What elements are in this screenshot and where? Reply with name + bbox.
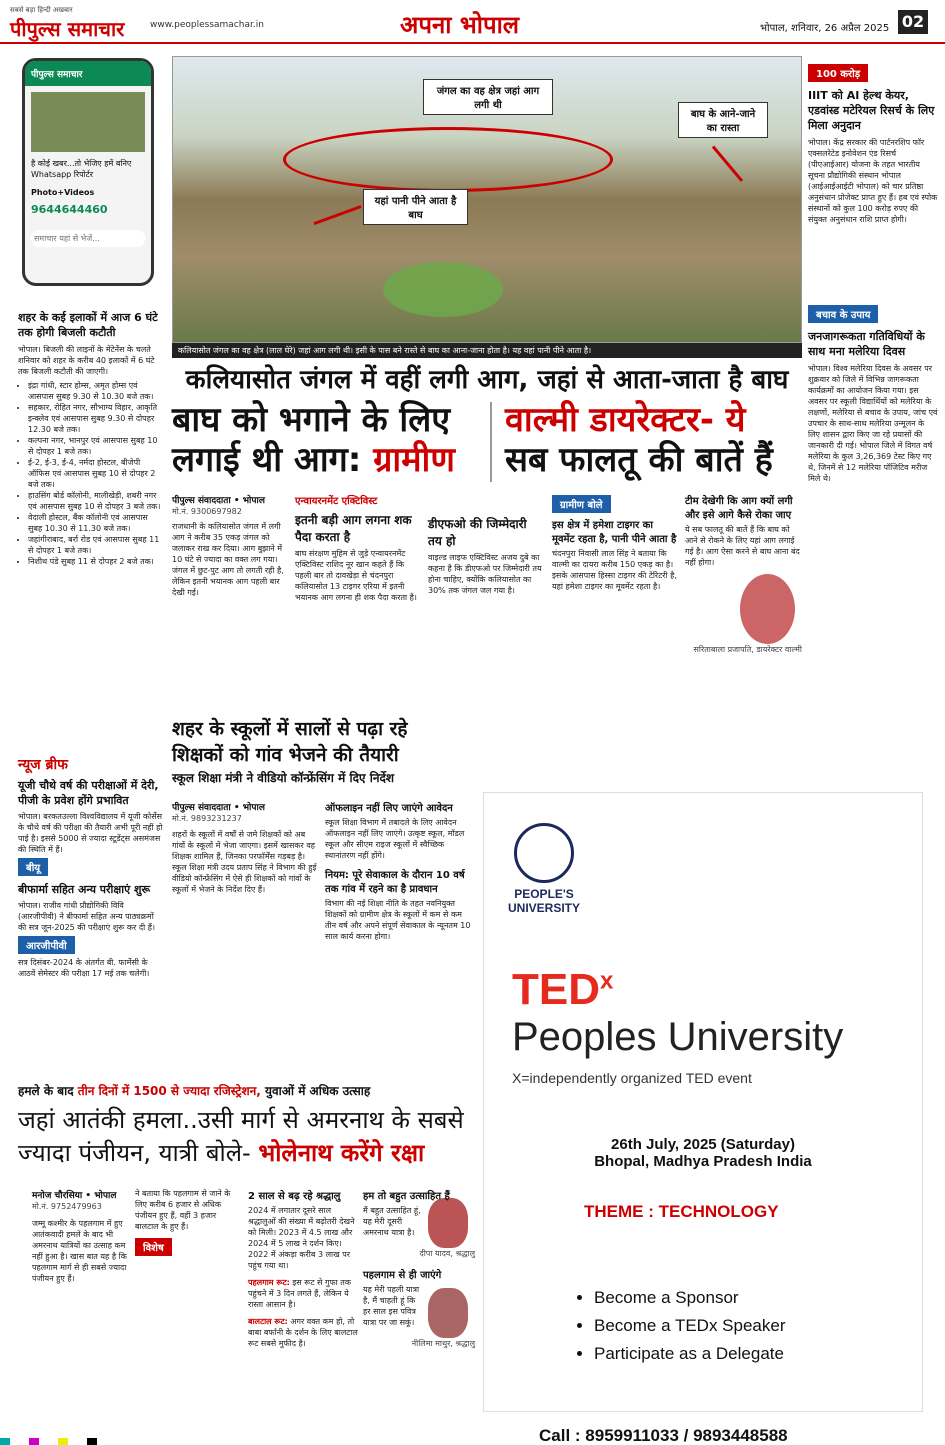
kicker-c: युवाओं में अधिक उत्साह (265, 1084, 371, 1098)
power-lead: भोपाल। बिजली की लाइनों के मेंटेनेंस के चलते शनिवार को शहर के करीब 40 इलाकों में 6 घंटे तक बिजली कटौती की जाएगी। (18, 345, 155, 376)
headline-2-red: भोलेनाथ करेंगे रक्षा (258, 1139, 425, 1167)
list-item: • इंद्रा गांधी, स्टार होम्स, अमृत होम्स एवं आसपास सुबह 9.30 से 10.30 बजे तक। (28, 380, 163, 402)
schools-body-1: शहरों के स्कूलों में वर्षों से जमे शिक्षकों को अब गांवों के स्कूलों में भेजा जाएगा। इसमें खासकर वह शिक्षक शामिल हैं, जिनका परफॉर्मेंस गड़बड़ है। स्कूल शिक्षा मंत्री उदय प्रताप सिंह ने विभाग की हुई वीडियो कॉन्फ्रेंसिंग में ऐसे ही शिक्षकों को गांवों के स्कूलों में भेजने के निर्देश दिए हैं। (172, 830, 317, 894)
emblem-icon (514, 823, 574, 883)
brief-tag-1: बीयू (18, 858, 48, 876)
tedx-logo (512, 965, 922, 1015)
col2-headline: इतनी बड़ी आग लगना शक पैदा करता है (295, 513, 412, 544)
quote-2-text: यह मेरी पहली यात्रा है, मैं चाहती हूं कि हर साल इस पवित्र यात्रा पर जा सकूं। (363, 1285, 420, 1327)
masthead (0, 0, 945, 44)
amarnath-col-2 (135, 1188, 240, 1256)
site-url[interactable]: www.peoplessamachar.in (150, 20, 264, 30)
lead-col-1 (172, 493, 287, 598)
brief-label: न्यूज ब्रीफ (18, 757, 68, 773)
amarnath-headline-2 (18, 1136, 478, 1169)
promo-photo (31, 92, 145, 152)
left-line-red: ग्रामीण (373, 440, 455, 480)
left-line-2: लगाई थी आग: (172, 440, 362, 480)
news-brief (18, 755, 163, 979)
schools-subhead: स्कूल शिक्षा मंत्री ने वीडियो कॉन्फ्रेंसिंग में दिए निर्देश (172, 771, 395, 785)
schools-body-2: स्कूल शिक्षा विभाग में तबादले के लिए आवेदन ऑफलाइन नहीं लिए जाएंगे। उत्कृष्ट स्कूल, मॉडल स्कूल और सीएम राइज स्कूलों में स्वैच्छिक स्थानांतरण नहीं होंगे। (325, 818, 465, 860)
lead-col-4 (552, 493, 677, 592)
event-place: Bhopal, Madhya Pradesh India (594, 1153, 812, 1170)
brand-tagline: सबसे बड़ा हिन्दी अखबार (10, 6, 73, 14)
page-number: 02 (898, 10, 928, 34)
quote-1-text: मैं बहुत उत्साहित हूं, यह मेरी दूसरी अमरनाथ यात्रा है। (363, 1206, 421, 1237)
promo-chat-input: समाचार यहां से भेजें... (31, 230, 145, 247)
grant-tag: 100 करोड़ (808, 64, 868, 82)
brief-text-1: भोपाल। बरकतउल्ला विश्वविद्यालय में यूजी कोर्सेस के चौथे वर्ष की परीक्षा की तैयारी अभी पूरी नहीं हो पाई है। इससे 5000 से ज्यादा स्टूडेंट्स असमंजस की स्थिति में हैं। (18, 812, 163, 854)
reporter-mobile: मो.नं. 9893231237 (172, 814, 242, 823)
event-theme: THEME : TECHNOLOGY (584, 1202, 779, 1221)
grant-headline: IIIT को AI हेल्थ केयर, एडवांस्ड मटेरियल रिसर्च के लिए मिला अनुदान (808, 89, 935, 132)
headline-divider (490, 402, 492, 482)
event-date: 26th July, 2025 (Saturday) (611, 1136, 795, 1153)
promo-text: है कोई खबर...तो भेजिए हमें बनिए Whatsapp रिपोर्टर (31, 159, 132, 179)
reporter: पीपुल्स संवाददाता • भोपाल (172, 496, 265, 506)
col4-body: चंदनपुरा निवासी लाल सिंह ने बताया कि वाल्मी का दायरा करीब 150 एकड़ का है। इसके आसपास हिस्सा टाइगर की टेरिटरी है, यहां हमेशा टाइगर का मूवमेंट रहता है। (552, 549, 677, 591)
route-1-label: पहलगाम रूट: (248, 1278, 290, 1287)
right-line-2: सब फालतू की बातें हैं (505, 440, 773, 480)
amarnath-kicker (18, 1082, 478, 1099)
schools-headline-1: शहर के स्कूलों में सालों से पढ़ा रहे (172, 718, 408, 740)
cta-list (594, 1284, 922, 1368)
director-name: सरिताबाला प्रजापति, डायरेक्टर वाल्मी (693, 645, 802, 654)
schools-story (172, 715, 472, 786)
x-text: x (600, 967, 614, 995)
schools-col-2 (325, 800, 475, 942)
devotee-2-photo (428, 1288, 468, 1338)
quote-2-name: नीलिमा माथुर, श्रद्धालु (411, 1339, 475, 1348)
list-item: • निशीथ पंडे सुबह 11 से दोपहर 2 बजे तक। (28, 556, 163, 567)
promo-header: पीपुल्स समाचार (25, 61, 151, 86)
list-item: • जहांगीराबाद, बर्रा रोड एवं आसपास सुबह 11 से दोपहर 1 बजे तक। (28, 534, 163, 556)
power-list (18, 380, 163, 567)
devotee-1-photo (428, 1198, 468, 1248)
malaria-body: भोपाल। विश्व मलेरिया दिवस के अवसर पर शुक्रवार को जिले में विभिन्न जागरूकता कार्यक्रमों का आयोजन किया गया। इस अवसर पर स्कूली विद्यार्थियों को मलेरिया के लक्षणों, मलेरिया से बचाव के उपाय, जांच एवं उपचार के साथ-साथ मलेरिया उन्मूलन के लिए शासन द्वारा किए जा रहे प्रयासों की जानकारी दी गई। भोपाल जिले में विगत वर्ष मलेरिया के कुल 3,26,369 टेस्ट किए गए थे, जिनमें से 12 मलेरिया पॉजिटिव मरीज मिले थे। (808, 364, 938, 483)
ted-text: TED (512, 965, 600, 1014)
special-tag: विशेष (135, 1238, 172, 1256)
list-item: • सहकार, रोहित नगर, सौभाग्य विहार, आकृति इन्क्लेव एवं आसपास सुबह 9.30 से दोपहर 12.30 बजे तक। (28, 402, 163, 435)
brand-logo[interactable] (10, 6, 124, 42)
amarnath-col-3 (248, 1188, 358, 1349)
brief-headline-1: यूजी चौथे वर्ष की परीक्षाओं में देरी, पीजी के प्रवेश होंगे प्रभावित (18, 779, 159, 807)
fire-area-circle (283, 127, 613, 192)
col5-headline: टीम देखेगी कि आग क्यों लगी और इसे आगे कैसे रोका जाए (685, 496, 793, 521)
whatsapp-promo (22, 58, 154, 286)
malaria-tag: बचाव के उपाय (808, 305, 878, 323)
quote-2-headline: पहलगाम से ही जाएंगे (363, 1270, 442, 1281)
dateline: भोपाल, शनिवार, 26 अप्रैल 2025 (760, 23, 890, 34)
lead-col-3 (428, 515, 543, 596)
black-swatch (87, 1438, 97, 1445)
amarnath-headline-1: जहां आतंकी हमला..उसी मार्ग से अमरनाथ के सबसे (18, 1106, 464, 1134)
schools-body-3: विभाग की नई शिक्षा नीति के तहत नवनियुक्त शिक्षकों को ग्रामीण क्षेत्र के स्कूलों में कम से कम तीन वर्ष और अपने संपूर्ण सेवाकाल के न्यूनतम 10 साल कार्य करना होगा। (325, 899, 471, 941)
list-item: • ई-2, ई-3, ई-4, नर्मदा होस्टल, बीजेपी ऑफिस एवं आसपास सुबह 10 से दोपहर 2 बजे तक। (28, 457, 163, 490)
reporter-mobile: मो.नं. 9752479963 (32, 1202, 102, 1211)
kicker-a: हमले के बाद (18, 1084, 74, 1098)
print-registration-strip (0, 1433, 945, 1445)
brief-text-3: सत्र दिसंबर-2024 के अंतर्गत बी. फार्मेसी के आठवें सेमेस्टर की परीक्षा 17 मई तक चलेगी। (18, 958, 150, 978)
list-item: • हाउसिंग बोर्ड कॉलोनी, मालीखेड़ी, शबरी नगर एवं आसपास सुबह 10 से दोपहर 3 बजे तक। (28, 490, 163, 512)
reporter: पीपुल्स संवाददाता • भोपाल (172, 803, 265, 813)
right-line-red: वाल्मी डायरेक्टर- ये (505, 400, 746, 440)
power-cut-story (18, 310, 163, 567)
amarnath-body-1: जम्मू कश्मीर के पहलगाम में हुए आतंकवादी हमले के बाद भी अमरनाथ यात्रियों का उत्साह कम नहीं हुआ है। खास बात यह है कि पहलगाम मार्ग से ही सबसे ज्यादा पंजीयन हुए हैं। (32, 1219, 127, 1283)
schools-col-1 (172, 800, 317, 895)
route-1-text: इस रूट से गुफा तक पहुंचने में 3 दिन लगते हैं, लेकिन ये रास्ता आसान है। (248, 1278, 351, 1309)
arrow-icon (712, 146, 743, 182)
cyan-swatch (0, 1438, 10, 1445)
col5-body: ये सब फालतू की बातें हैं कि बाघ को आने से रोकने के लिए यहां आग लगाई गई है। आग ऐसा करने से बाघ आना बंद नहीं होगा। (685, 525, 800, 567)
quote-1-headline: हम तो बहुत उत्साहित हैं (363, 1191, 450, 1202)
kicker-b: तीन दिनों में 1500 से ज्यादा रजिस्ट्रेशन, (77, 1084, 261, 1098)
amarnath-col-1 (32, 1188, 127, 1284)
lead-col-2 (295, 493, 420, 603)
grant-body: भोपाल। केंद्र सरकार की पार्टनरशिप फॉर एक्सलरेटेड इनोवेशन एंड रिसर्च (पीएआईआर) योजना के तहत भारतीय सूचना प्रौद्योगिकी संस्थान भोपाल (आईआईआईटी भोपाल) को चार प्रतिष्ठा अनुसंधान प्रोजेक्ट प्राप्त हुए हैं। हब एवं स्पोक संस्थानों को कुल 100 करोड़ रुपए की संयुक्त अनुसंधान राशि प्राप्त होगी। (808, 138, 938, 224)
headline-2-text: ज्यादा पंजीयन, यात्री बोले- (18, 1139, 251, 1167)
forest-photo (172, 56, 802, 343)
list-item[interactable]: • Become a Sponsor (594, 1284, 922, 1312)
promo-number[interactable]: 9644644460 (31, 203, 108, 216)
contact-number[interactable]: Call : 8959911033 / 9893448588 (539, 1426, 788, 1445)
amarnath-body-2: ने बताया कि पहलगाम से जाने के लिए करीब 6 हजार से अधिक पंजीयन हुए हैं, वहीं 3 हजार बालटाल के हुए हैं। (135, 1189, 231, 1231)
box-headline: 2 साल से बढ़ रहे श्रद्धालु (248, 1191, 341, 1202)
yellow-swatch (58, 1438, 68, 1445)
magenta-swatch (29, 1438, 39, 1445)
quote-1-name: दीपा यादव, श्रद्धालु (419, 1249, 475, 1258)
list-item[interactable]: • Participate as a Delegate (594, 1340, 922, 1368)
university-logo (484, 823, 922, 915)
brief-headline-2: बीफार्मा सहित अन्य परीक्षाएं शुरू (18, 883, 151, 896)
callout-water-point: यहां पानी पीने आता है बाघ (363, 189, 468, 225)
reporter: मनोज चौरसिया • भोपाल (32, 1191, 117, 1201)
amarnath-col-4 (363, 1188, 475, 1349)
col3-body: वाइल्ड लाइफ एक्टिविस्ट अजय दुबे का कहना है कि डीएफओ पर जिम्मेदारी तय होना चाहिए, क्योंकि कलियासोत का 30% तक जंगल जल गया है। (428, 553, 542, 595)
director-photo (740, 574, 795, 644)
route-2-text: अगर वक्त कम हो, तो बाबा बर्फानी के दर्शन के लिए बालटाल रूट सबसे मुफीद है। (248, 1317, 358, 1348)
schools-sub-1: ऑफलाइन नहीं लिए जाएंगे आवेदन (325, 803, 453, 814)
reporter-mobile: मो.नं. 9300697982 (172, 507, 242, 516)
promo-media: Photo+Videos (31, 188, 95, 197)
kicker: एन्वायरनमेंट एक्टिविस्ट (295, 496, 378, 507)
schools-sub-2: नियम: पूरे सेवाकाल के दौरान 10 वर्ष तक गांव में रहने का है प्रावधान (325, 870, 465, 895)
section-title: अपना भोपाल (400, 11, 520, 39)
box-body: 2024 में लगातार दूसरे साल श्रद्धालुओं की संख्या में बढ़ोतरी देखने को मिली। 2023 में 4.5 लाख और 2024 में 5 लाख ने दर्शन किए। 2022 में अंकड़ा करीब 3 लाख पर पहुंच गया था। (248, 1206, 355, 1270)
list-item: • वेदाली होस्टल, बैंक कॉलोनी एवं आसपास सुबह 10.30 से 11.30 बजे तक। (28, 512, 163, 534)
list-item[interactable]: • Become a TEDx Speaker (594, 1312, 922, 1340)
col3-headline: डीएफओ की जिम्मेदारी तय हो (428, 517, 527, 548)
lead-left-headline (172, 400, 487, 480)
xline: X=independently organized TED event (512, 1070, 752, 1086)
malaria-headline: जनजागरूकता गतिविधियों के साथ मना मलेरिया दिवस (808, 330, 925, 358)
arrow-icon (314, 205, 362, 225)
brand-name: पीपुल्स समाचार (10, 17, 125, 41)
schools-headline-2: शिक्षकों को गांव भेजने की तैयारी (172, 744, 399, 766)
lead-right-headline (505, 400, 800, 480)
lead-body-1: राजधानी के कलियासोत जंगल में लगी आग ने करीब 35 एकड़ जंगल को जलाकर राख कर दिया। आग बुझाने में 10 घंटे से ज्यादा का वक्त लग गया। जंगल में छुट-पुट आग तो लगती रही है, लेकिन इतनी भयानक आग पहली बार देखी गई। (172, 522, 284, 597)
lead-headline: कलियासोत जंगल में वहीं लगी आग, जहां से आता-जाता है बाघ (185, 365, 789, 395)
brief-text-2: भोपाल। राजीव गांधी प्रौद्योगिकी विवि (आरजीपीवी) ने बीफार्मा सहित अन्य पाठ्यक्रमों की सत्र जून-2025 की परीक्षाएं शुरू कर दी हैं। (18, 901, 156, 932)
left-line-1: बाघ को भगाने के लिए (172, 400, 451, 440)
event-title: Peoples University (512, 1015, 844, 1059)
power-title: शहर के कई इलाकों में आज 6 घंटे तक होगी बिजली कटौती (18, 311, 158, 339)
photo-caption: कलियासोत जंगल का वह क्षेत्र (लाल घेरे) जहां आग लगी थी। इसी के पास बने रास्ते से बाघ का आना-जाना होता है। यह वहां पानी पीने आता है। (172, 343, 802, 358)
route-2-label: बालटाल रूट: (248, 1317, 288, 1326)
col4-headline: इस क्षेत्र में हमेशा टाइगर का मूवमेंट रहता है, पानी पीने आता है (552, 520, 677, 545)
col2-body: बाघ संरक्षण मुहिम से जुड़े एन्वायरनमेंट एक्टिविस्ट राशिद नूर खान कहते हैं कि पहली बार तो दावखेड़ा से चंदनपुरा कलियासोत 13 टाइगर एरिया में इतनी भयानक आग लगना ही शक पैदा करता है। (295, 549, 417, 602)
lead-col-5 (685, 493, 802, 655)
right-column (808, 62, 938, 484)
university-name: PEOPLE'S UNIVERSITY (507, 887, 580, 915)
tedx-advertisement[interactable] (483, 792, 923, 1445)
villagers-tag: ग्रामीण बोले (552, 495, 611, 513)
callout-tiger-path: बाघ के आने-जाने का रास्ता (678, 102, 768, 138)
amarnath-story (18, 1082, 478, 1169)
callout-fire-area: जंगल का वह क्षेत्र जहां आग लगी थी (423, 79, 553, 115)
list-item: • कल्पना नगर, भानपुर एवं आसपास सुबह 10 से दोपहर 1 बजे तक। (28, 435, 163, 457)
water-pool (383, 262, 503, 317)
brief-tag-2: आरजीपीवी (18, 936, 75, 954)
